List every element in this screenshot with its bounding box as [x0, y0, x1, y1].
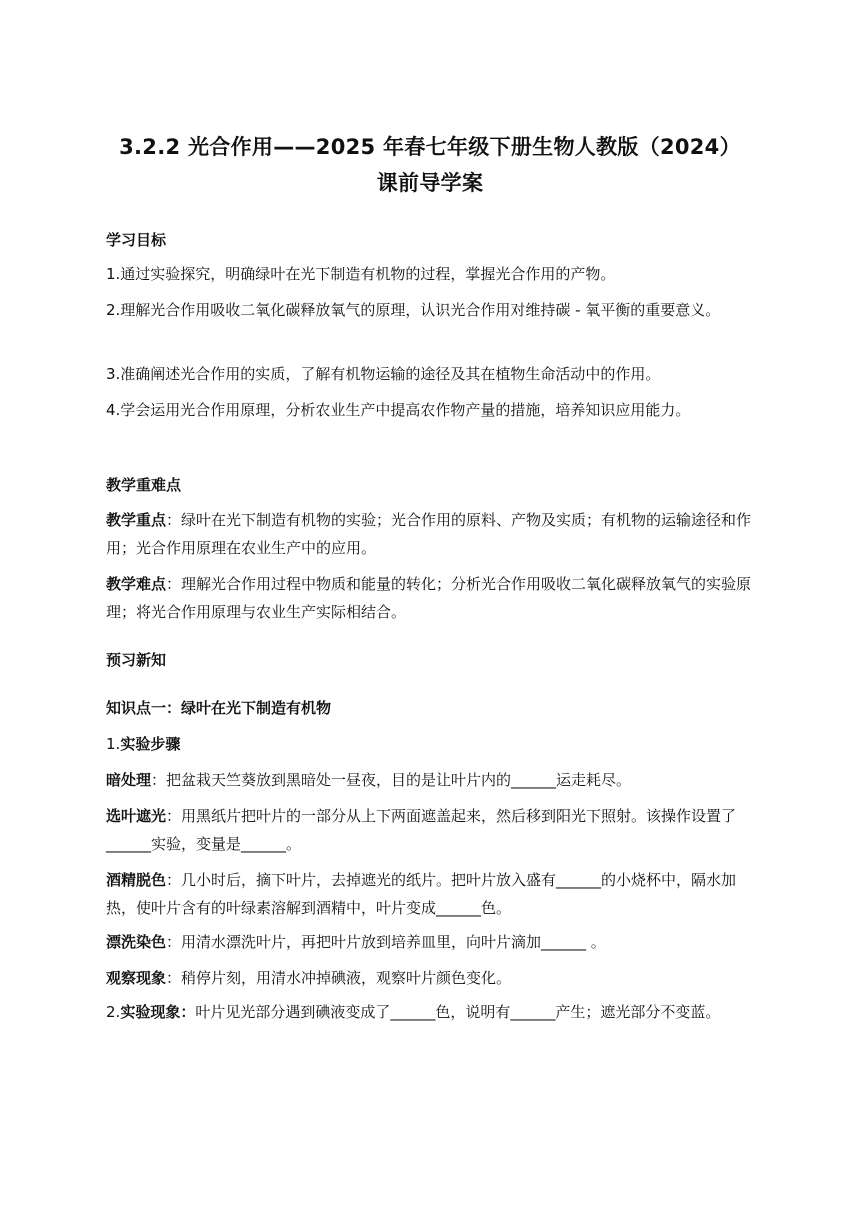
experiment-phenomenon — [106, 998, 758, 1026]
knowledge-point-1-heading: 知识点一：绿叶在光下制造有机物 — [106, 699, 332, 717]
objective-item-4: 4.学会运用光合作用原理，分析农业生产中提高农作物产量的措施，培养知识应用能力。 — [106, 401, 691, 419]
objective-item-3: 3.准确阐述光合作用的实质，了解有机物运输的途径及其在植物生命活动中的作用。 — [106, 365, 661, 383]
alcohol-decolor-label: 酒精脱色 — [106, 871, 167, 889]
step-dark-treatment — [106, 766, 758, 794]
dark-treatment-label: 暗处理 — [106, 771, 152, 789]
steps-heading — [106, 730, 758, 758]
key-point-paragraph — [106, 506, 758, 562]
rinse-stain-text: ：用清水漂洗叶片，再把叶片放到培养皿里，向叶片滴加______ 。 — [166, 933, 606, 951]
dark-treatment-text: ：把盆栽天竺葵放到黑暗处一昼夜，目的是让叶片内的______运走耗尽。 — [151, 771, 632, 789]
objective-item-1: 1.通过实验探究，明确绿叶在光下制造有机物的过程，掌握光合作用的产物。 — [106, 265, 616, 283]
objective-item-2: 2.理解光合作用吸收二氧化碳释放氧气的原理，认识光合作用对维持碳 - 氧平衡的重要意义。 — [106, 301, 721, 319]
leaf-shading-text: ：用黑纸片把叶片的一部分从上下两面遮盖起来，然后移到阳光下照射。该操作设置了______实验，变量是______。 — [106, 807, 737, 853]
phenomenon-text: 叶片见光部分遇到碘液变成了______色，说明有______产生；遮光部分不变蓝。 — [195, 1003, 721, 1021]
rinse-stain-label: 漂洗染色 — [106, 933, 167, 951]
leaf-shading-label: 选叶遮光 — [106, 807, 167, 825]
difficulty-paragraph — [106, 570, 758, 626]
step-alcohol-decolor — [106, 866, 758, 922]
difficulty-text: ：理解光合作用过程中物质和能量的转化；分析光合作用吸收二氧化碳释放氧气的实验原理；将光合作用原理与农业生产实际相结合。 — [106, 575, 752, 621]
key-point-text: ：绿叶在光下制造有机物的实验；光合作用的原料、产物及实质；有机物的运输途径和作用；光合作用原理在农业生产中的应用。 — [106, 511, 752, 557]
preview-heading: 预习新知 — [106, 651, 167, 669]
observe-label: 观察现象 — [106, 969, 167, 987]
steps-number: 1. — [106, 735, 121, 753]
observe-text: ：稍停片刻，用清水冲掉碘液，观察叶片颜色变化。 — [166, 969, 512, 987]
step-leaf-shading — [106, 802, 758, 858]
steps-label: 实验步骤 — [120, 735, 181, 753]
keypoints-heading: 教学重难点 — [106, 476, 182, 494]
difficulty-label: 教学难点 — [106, 575, 167, 593]
doc-title-line2: 课前导学案 — [376, 171, 484, 195]
objectives-heading: 学习目标 — [106, 231, 167, 249]
step-rinse-stain — [106, 928, 758, 956]
alcohol-decolor-text: ：几小时后，摘下叶片，去掉遮光的纸片。把叶片放入盛有______的小烧杯中，隔水加热，使叶片含有的叶绿素溶解到酒精中，叶片变成______色。 — [106, 871, 737, 917]
phenomenon-number: 2. — [106, 1003, 121, 1021]
key-point-label: 教学重点 — [106, 511, 167, 529]
phenomenon-label: 实验现象： — [120, 1003, 196, 1021]
doc-title-line1: 3.2.2 光合作用——2025 年春七年级下册生物人教版（2024） — [119, 135, 741, 159]
step-observe — [106, 964, 758, 992]
